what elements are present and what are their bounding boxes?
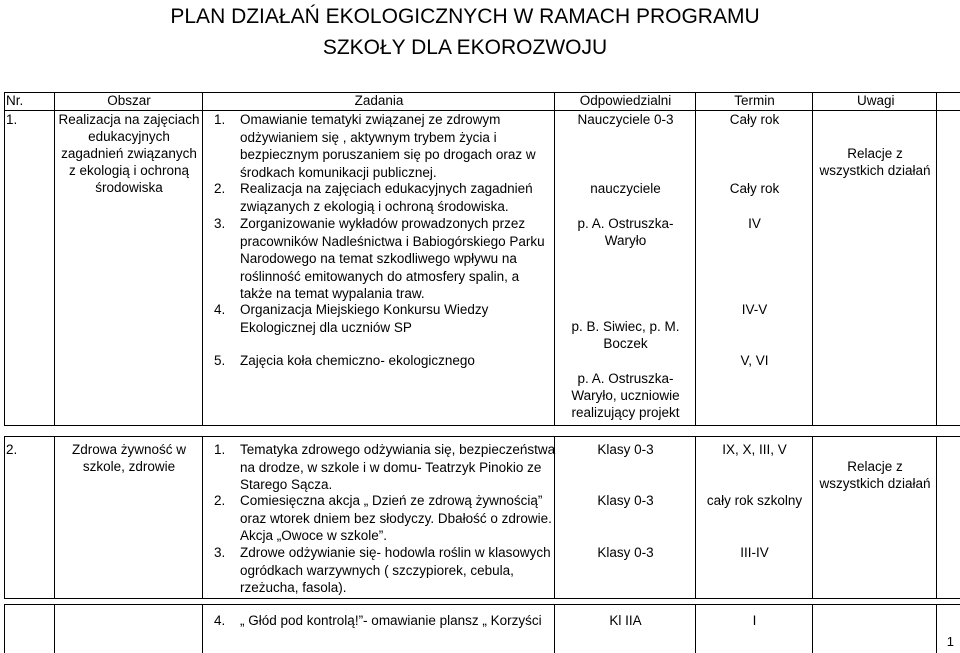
task-line: Ekologicznej dla uczniów SP: [240, 319, 412, 335]
task-number: 1.: [214, 112, 226, 127]
task-line: Zdrowe odżywianie się- hodowla roślin w klasowych: [240, 545, 551, 560]
task-number: 2.: [214, 181, 226, 196]
responsible-line: p. B. Siwiec, p. M.: [571, 319, 680, 334]
column-border: [812, 436, 813, 599]
responsible-line: Waryło, uczniowie: [571, 388, 680, 403]
column-border: [695, 436, 696, 599]
task-line: na drodze, w szkole i w domu- Teatrzyk Pinokio ze: [240, 459, 542, 475]
term-value: IV: [748, 216, 761, 231]
term-value: Cały rok: [729, 112, 780, 127]
column-border: [936, 436, 937, 599]
column-border: [54, 604, 55, 653]
term-value: Cały rok: [729, 181, 780, 196]
column-border: [554, 92, 555, 426]
notes-line: wszystkich działań: [819, 163, 931, 178]
row-2-top-border: [4, 436, 960, 437]
column-border: [812, 92, 813, 426]
task-line: Comiesięczna akcja „ Dzień ze zdrową żywnością”: [240, 493, 543, 508]
task-text: [240, 301, 488, 336]
row-3-top-border: [4, 604, 960, 605]
column-border: [554, 604, 555, 653]
column-border: [54, 436, 55, 599]
row-1-bottom-border: [4, 425, 960, 426]
header-uwagi: Uwagi: [857, 93, 895, 108]
row-2-bottom-border: [4, 598, 960, 599]
column-border: [202, 604, 203, 653]
notes-line: wszystkich działań: [819, 476, 931, 491]
responsible-line: Boczek: [603, 336, 648, 351]
notes-line: Relacje z: [847, 459, 903, 474]
header-nr: Nr.: [6, 93, 24, 108]
task-number: 2.: [214, 493, 226, 508]
task-text: [240, 492, 552, 545]
header-obszar: Obszar: [107, 93, 151, 108]
task-number: 1.: [214, 442, 226, 457]
area-line: szkole, zdrowie: [82, 459, 176, 474]
task-line: także na temat wypalania traw.: [240, 286, 425, 301]
task-line: Realizacja na zajęciach edukacyjnych zagadnień: [240, 181, 533, 196]
row-number: 1.: [6, 112, 18, 127]
area-line: z ekologią i ochroną: [68, 163, 190, 178]
responsible-line: nauczyciele: [590, 181, 661, 196]
area-line: Zdrowa żywność w: [71, 442, 187, 457]
task-line: Organizacja Miejskiego Konkursu Wiedzy: [240, 302, 489, 317]
term-value: IV-V: [741, 302, 768, 317]
header-termin: Termin: [734, 93, 775, 108]
task-number: 3.: [214, 545, 226, 560]
column-border: [54, 92, 55, 426]
document-title-line-1: PLAN DZIAŁAŃ EKOLOGICZNYCH W RAMACH PROGRAMU: [170, 5, 760, 28]
task-text: [240, 441, 555, 494]
column-border: [4, 604, 5, 653]
task-line: bezpiecznym poruszaniem się po drogach oraz w: [240, 147, 536, 162]
responsible-line: Nauczyciele 0-3: [577, 112, 674, 127]
responsible-line: Waryło: [604, 233, 647, 248]
task-number: 4.: [214, 302, 226, 317]
responsible-line: realizujący projekt: [571, 405, 680, 420]
task-line: „ Głód pod kontrolą!”- omawianie plansz „ Korzyści: [240, 613, 542, 628]
task-number: 4.: [214, 613, 226, 628]
task-line: Tematyka zdrowego odżywiania się, bezpieczeństwa: [240, 442, 556, 457]
task-number: 3.: [214, 216, 226, 231]
task-line: Starego Sącza.: [240, 477, 333, 492]
task-text: [240, 612, 542, 630]
notes-line: Relacje z: [847, 146, 903, 161]
task-line: roślinność emitowanych do atmosfery spalin, a: [240, 268, 520, 284]
responsible-line: Klasy 0-3: [597, 545, 654, 560]
column-border: [936, 92, 937, 426]
term-value: V, VI: [740, 353, 769, 368]
task-text: [240, 111, 536, 181]
task-number: 5.: [214, 353, 226, 368]
term-value: cały rok szkolny: [706, 493, 803, 508]
task-line: oraz wtorek dniem bez słodyczy. Dbałość o zdrowie.: [240, 510, 552, 526]
responsible-line: Kl IIA: [609, 613, 642, 628]
responsible-line: Klasy 0-3: [597, 442, 654, 457]
task-text: [240, 215, 545, 303]
area-line: środowiska: [95, 180, 163, 195]
task-line: ogródkach warzywnych ( szczypiorek, cebula,: [240, 562, 514, 578]
column-border: [695, 92, 696, 426]
task-line: Omawianie tematyki związanej ze zdrowym: [240, 112, 501, 127]
task-text: [240, 352, 475, 370]
task-text: [240, 180, 533, 215]
task-line: Zajęcia koła chemiczno- ekologicznego: [240, 353, 475, 368]
column-border: [936, 604, 937, 653]
task-line: odżywianiem się , aktywnym trybem życia i: [240, 129, 497, 145]
task-line: Zorganizowanie wykładów prowadzonych przez: [240, 216, 526, 231]
responsible-line: p. A. Ostruszka-: [577, 216, 674, 231]
header-zadania: Zadania: [354, 93, 404, 108]
area-line: Realizacja na zajęciach: [58, 112, 200, 127]
responsible-line: p. A. Ostruszka-: [577, 371, 674, 386]
header-odpowiedzialni: Odpowiedzialni: [579, 93, 672, 108]
column-border: [202, 92, 203, 426]
task-line: środkach komunikacji publicznej.: [240, 164, 437, 180]
task-line: pracowników Nadleśnictwa i Babiogórskiego Parku: [240, 233, 545, 249]
term-value: III-IV: [740, 545, 769, 560]
row-number: 2.: [6, 442, 18, 457]
column-border: [4, 436, 5, 599]
page-number: 1: [946, 634, 954, 649]
term-value: I: [752, 613, 757, 628]
column-border: [4, 92, 5, 426]
area-line: zagadnień związanych: [61, 146, 197, 161]
term-value: IX, X, III, V: [722, 442, 787, 457]
responsible-line: Klasy 0-3: [597, 493, 654, 508]
task-line: związanych z ekologią i ochroną środowiska.: [240, 198, 509, 214]
column-border: [695, 604, 696, 653]
column-border: [812, 604, 813, 653]
task-text: [240, 544, 551, 597]
task-line: rzeżucha, fasola).: [240, 580, 347, 595]
task-line: Narodowego na temat szkodliwego wpływu na: [240, 251, 517, 266]
document-title-line-2: SZKOŁY DLA EKOROZWOJU: [322, 36, 608, 59]
column-border: [202, 436, 203, 599]
task-line: Akcja „Owoce w szkole”.: [240, 528, 388, 543]
area-line: edukacyjnych: [88, 129, 170, 144]
